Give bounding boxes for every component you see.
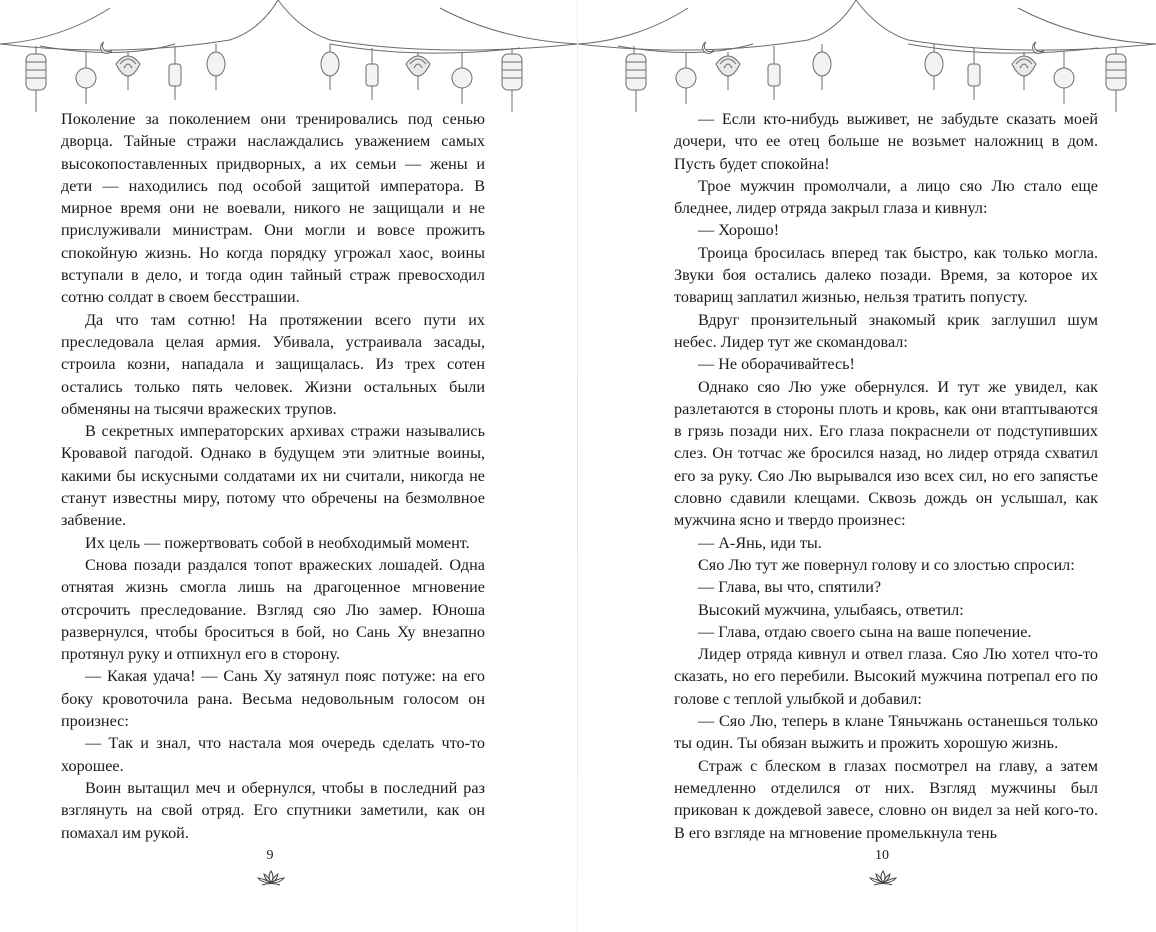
paragraph: — Глава, вы что, спятили? <box>698 578 882 597</box>
paragraph: Сяо Лю тут же повернул голову и со злостью спросил: <box>698 555 1075 574</box>
paragraph: — Какая удача! — Сань Ху затянул пояс потуже: на его боку кровоточила рана. Весьма недовольным голосом он произнес: <box>61 667 485 731</box>
lantern-garland-icon <box>578 0 1156 118</box>
paragraph: — Так и знал, что настала моя очередь сделать что-то хорошее. <box>61 734 485 775</box>
right-page <box>578 0 1156 932</box>
lantern-garland-icon <box>0 0 578 118</box>
paragraph: Поколение за поколением они тренировались под сенью дворца. Тайные стражи наслаждались уважением самых высокопоставленных придворных, а их семьи — жены и дети — находились под особой защитой императора. В мирное время они не воевали, никого не защищали и не прислуживали министрам. Они могли и вовсе прожить спокойную жизнь. Но когда порядку угрожал хаос, воины вступали в дело, и тогда один тайный страж превосходил сотню солдат в своем бесстрашии. <box>61 110 485 307</box>
paragraph: — Сяо Лю, теперь в клане Тяньчжань останешься только ты один. Ты обязан выжить и прожить хорошую жизнь. <box>674 712 1098 753</box>
paragraph: Страж с блеском в глазах посмотрел на главу, а затем немедленно отделился от них. Взгляд мужчины был прикован к дождевой завесе, словно он видел за ней кого-то. В его взгляде на мгновение промелькнула тень <box>674 756 1098 842</box>
paragraph: Их цель — пожертвовать собой в необходимый момент. <box>85 533 470 552</box>
paragraph: — Хорошо! <box>698 221 780 240</box>
paragraph: Однако сяо Лю уже обернулся. И тут же увидел, как разлетаются в стороны плоть и кровь, как они втаптываются в грязь позади них. Его глаза покраснели от подступивших слез. Он тотчас же бросился назад, но лидер отряда схватил его за руку. Сяо Лю вырывался изо всех сил, но его запястье словно сдавили клещами. Сквозь дождь он услышал, как мужчина ясно и твердо произнес: <box>674 377 1098 530</box>
paragraph: Лидер отряда кивнул и отвел глаза. Сяо Лю хотел что-то сказать, но его перебили. Высокий мужчина потрепал его по голове с теплой улыбкой и добавил: <box>674 645 1098 708</box>
lotus-icon <box>256 868 286 888</box>
paragraph: Воин вытащил меч и обернулся, чтобы в последний раз взглянуть на свой отряд. Его спутники заметили, как он помахал им рукой. <box>61 778 485 842</box>
paragraph: — Не оборачивайтесь! <box>698 355 855 374</box>
page-number: 10 <box>875 848 889 863</box>
left-page-body <box>61 108 485 844</box>
page-number: 9 <box>266 848 274 863</box>
paragraph: Троица бросилась вперед так быстро, как только могла. Звуки боя остались далеко позади. Время, за которое их товарищ заплатил жизнью, нельзя тратить попусту. <box>674 243 1098 307</box>
paragraph: — А-Янь, иди ты. <box>698 533 822 552</box>
paragraph: Да что там сотню! На протяжении всего пути их преследовала целая армия. Убивала, устраивала засады, строила козни, нападала и защищалась. Из трех сотен остались только пять человек. Жизни остальных были обменяны на тысячи вражеских трупов. <box>61 310 485 418</box>
lotus-icon <box>868 868 898 888</box>
paragraph: Снова позади раздался топот вражеских лошадей. Одна отнятая жизнь смогла лишь на драгоценное мгновение отсрочить преследование. Взгляд сяо Лю замер. Юноша развернулся, чтобы броситься в бой, но Сань Ху внезапно протянул руку и отпихнул его в сторону. <box>61 555 485 664</box>
paragraph: В секретных императорских архивах стражи назывались Кровавой пагодой. Однако в будущем эти элитные воины, какими бы искусными солдатами их ни считали, никогда не станут известны миру, потому что обречены на безмолвное забвение. <box>61 422 485 530</box>
paragraph: Высокий мужчина, улыбаясь, ответил: <box>698 600 964 619</box>
paragraph: Вдруг пронзительный знакомый крик заглушил шум небес. Лидер тут же скомандовал: <box>674 310 1098 351</box>
right-page-body <box>674 108 1098 844</box>
paragraph: — Если кто-нибудь выживет, не забудьте сказать моей дочери, что ее отец больше не возьмет наложниц в дом. Пусть будет спокойна! <box>674 110 1098 173</box>
paragraph: Трое мужчин промолчали, а лицо сяо Лю стало еще бледнее, лидер отряда закрыл глаза и кивнул: <box>674 176 1098 218</box>
paragraph: — Глава, отдаю своего сына на ваше попечение. <box>698 622 1032 641</box>
